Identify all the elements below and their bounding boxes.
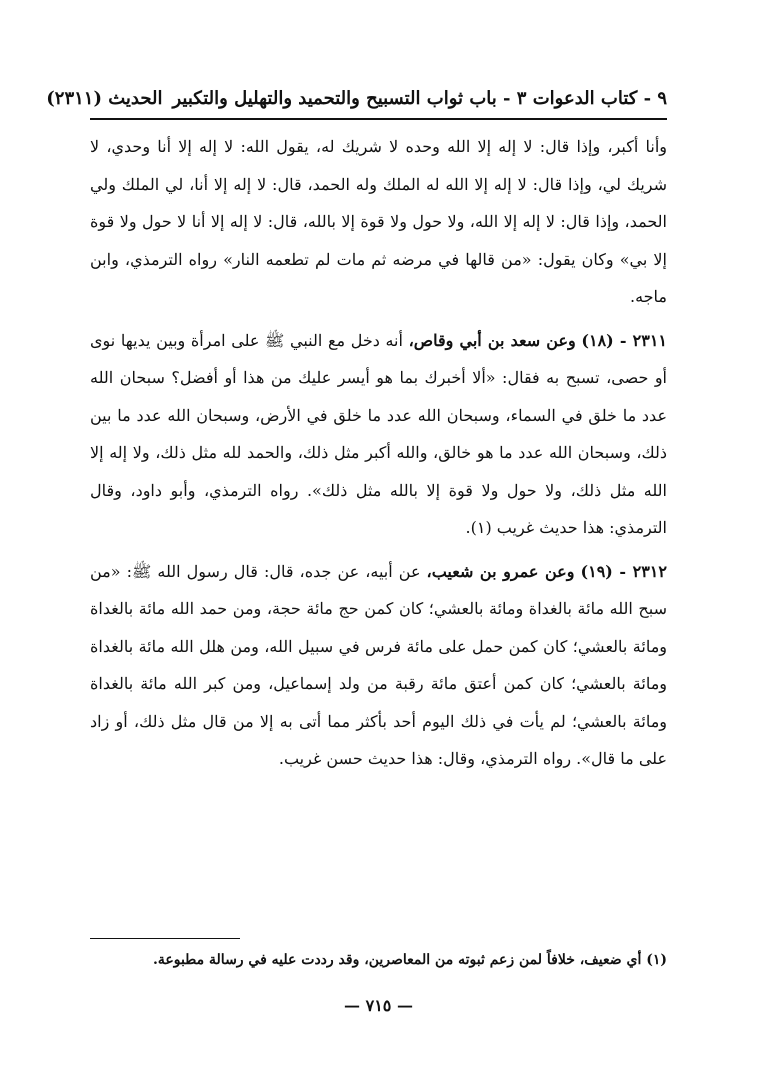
running-header (46, 80, 667, 116)
hadith-2311 (90, 322, 667, 547)
page-number: — ٧١٥ — (344, 996, 413, 1015)
footnote-divider (90, 938, 240, 939)
paragraph-text: أنه دخل مع النبي ﷺ على امرأة وبين يديها نوى أو حصى، تسبح به فقال: «ألا أخبرك بما هو أيسر عليك من هذا أو أفضل؟ سبحان الله عدد ما خلق في السماء، وسبحان الله عدد ما خلق في الأرض، وسبحان الله عدد ما بين ذلك، وسبحان الله عدد ما هو خالق، والله أكبر مثل ذلك، والحمد لله مثل ذلك، ولا إله إلا الله مثل ذلك، ولا حول ولا قوة إلا بالله مثل ذلك». رواه الترمذي، وأبو داود، وقال الترمذي: هذا حديث غريب (١). (90, 330, 668, 537)
hadith-number: ٢٣١١ - (١٨) (581, 330, 668, 350)
hadith-2312 (90, 553, 667, 778)
paragraph-continuation (90, 128, 667, 316)
paragraph-text: عن أبيه، عن جده، قال: قال رسول الله ﷺ: «من سبح الله مائة بالغداة ومائة بالعشي؛ كان كمن حج مائة حجة، ومن حمد الله مائة بالغداة ومائة بالعشي؛ كان كمن حمل على مائة فرس في سبيل الله، ومن هلل الله مائة بالغداة ومائة بالعشي؛ كان كمن أعتق مائة رقبة من ولد إسماعيل، ومن كبر الله مائة بالغداة ومائة بالعشي؛ لم يأت في ذلك اليوم أحد بأكثر مما أتى به إلا من قال مثل ذلك، أو زاد على ما قال». رواه الترمذي، وقال: هذا حديث حسن غريب. (90, 561, 667, 768)
footnote: (١) أي ضعيف، خلافاً لمن زعم ثبوته من المعاصرين، وقد رددت عليه في رسالة مطبوعة. (152, 952, 667, 968)
hadith-narrator: وعن عمرو بن شعيب، (426, 561, 575, 581)
paragraph-text: وأنا أكبر، وإذا قال: لا إله إلا الله وحده لا شريك له، يقول الله: لا إله إلا أنا وحدي، لا شريك لي، وإذا قال: لا إله إلا الله له الملك وله الحمد، قال: لا إله إلا أنا، لي الملك ولي الحمد، وإذا قال: لا إله إلا الله، ولا حول ولا قوة إلا بالله، قال: لا إله إلا أنا لا حول ولا قوة إلا بي» وكان يقول: «من قالها في مرضه ثم مات لم تطعمه النار» رواه الترمذي، وابن ماجه. (90, 137, 667, 306)
header-divider (90, 118, 667, 120)
header-hadith-range: الحديث (٢٣١١) (46, 87, 163, 109)
hadith-number: ٢٣١٢ - (١٩) (580, 561, 667, 581)
header-title: ٩ - كتاب الدعوات ٣ - باب ثواب التسبيح والتحميد والتهليل والتكبير (172, 87, 667, 109)
page-body (90, 128, 667, 778)
hadith-narrator: وعن سعد بن أبي وقاص، (408, 330, 576, 350)
